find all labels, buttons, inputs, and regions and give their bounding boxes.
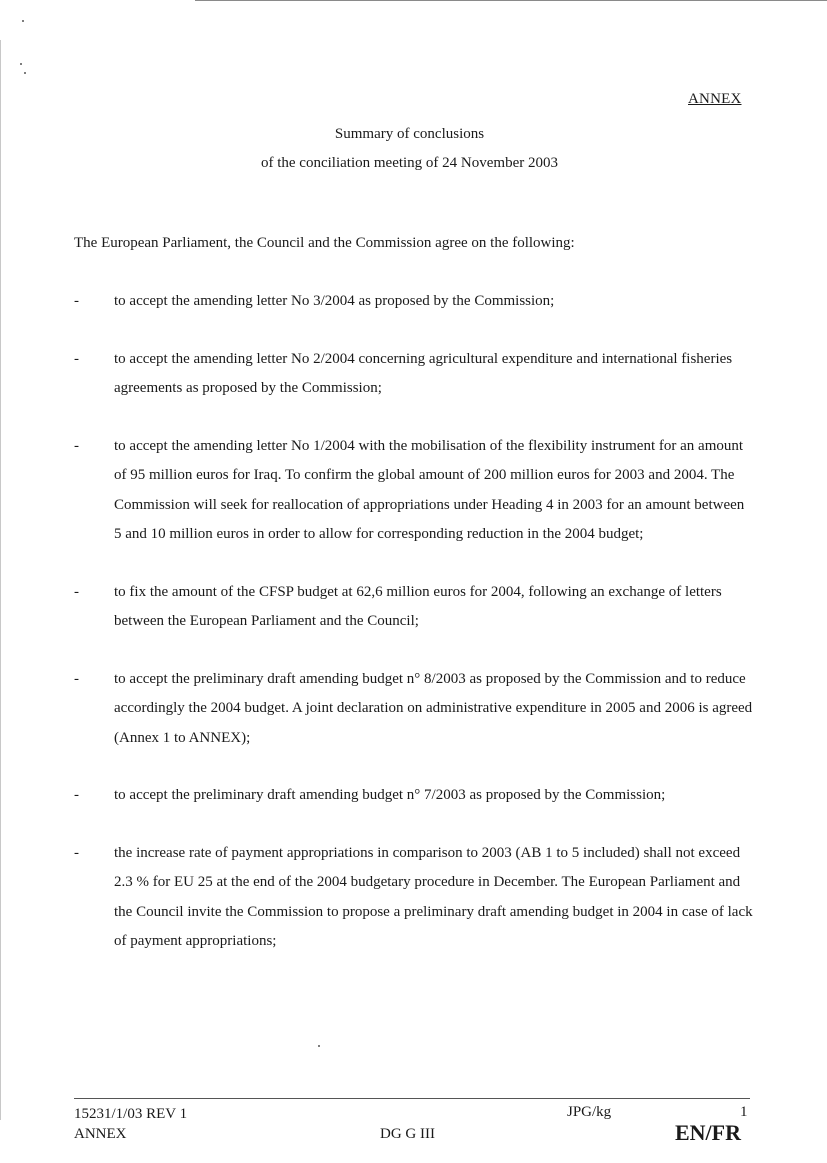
- list-item-text: to accept the amending letter No 1/2004 with the mobilisation of the flexibility instrument for an amount of 95 million euros for Iraq. To confirm the global amount of 200 million euros for 2003 and 2004. The Commission will seek for reallocation of appropriations under Heading 4 in 2003 for an amount between 5 and 10 million euros in order to allow for corresponding reduction in the 2004 budget;: [114, 437, 745, 542]
- conclusions-list: [74, 287, 754, 957]
- list-item-text: to accept the amending letter No 2/2004 concerning agricultural expenditure and international fisheries agreements as proposed by the Commission;: [114, 350, 733, 396]
- list-marker: -: [74, 787, 79, 803]
- list-spacer: [74, 404, 754, 432]
- list-spacer: [74, 637, 754, 665]
- annex-label: ANNEX: [688, 91, 742, 107]
- list-item: [74, 839, 754, 957]
- footer-annex-label: ANNEX: [74, 1126, 127, 1142]
- footer-document-reference: 15231/1/03 REV 1: [74, 1106, 188, 1122]
- list-item-text: to accept the amending letter No 3/2004 as proposed by the Commission;: [114, 293, 555, 309]
- scan-speck: [318, 1045, 320, 1047]
- list-item: [74, 345, 754, 404]
- footer-directorate: DG G III: [380, 1126, 435, 1142]
- list-item-text: to accept the preliminary draft amending budget n° 7/2003 as proposed by the Commission;: [114, 787, 666, 803]
- list-spacer: [74, 550, 754, 578]
- scan-left-edge: [0, 40, 1, 1120]
- scan-speck: [24, 72, 26, 74]
- list-item-text: to accept the preliminary draft amending budget n° 8/2003 as proposed by the Commission and to reduce accordingly the 2004 budget. A joint declaration on administrative expenditure in 2005 and 2006 is agreed (Annex 1 to ANNEX);: [114, 670, 753, 746]
- list-marker: -: [74, 844, 79, 861]
- list-spacer: [74, 753, 754, 781]
- list-item: [74, 287, 754, 317]
- list-item: [74, 578, 754, 637]
- list-marker: -: [74, 583, 79, 600]
- list-item: [74, 781, 754, 811]
- list-item: [74, 665, 754, 754]
- footer-page-number: 1: [740, 1104, 748, 1120]
- list-item-text: the increase rate of payment appropriations in comparison to 2003 (AB 1 to 5 included) shall not exceed 2.3 % for EU 25 at the end of the 2004 budgetary procedure in December. The European Parliament and the Council invite the Commission to propose a preliminary draft amending budget in 2004 in case of lack of payment appropriations;: [114, 844, 753, 949]
- footer-divider: [74, 1098, 750, 1099]
- list-item: [74, 432, 754, 550]
- list-spacer: [74, 811, 754, 839]
- title-line-2: of the conciliation meeting of 24 November 2003: [260, 155, 558, 171]
- list-marker: -: [74, 437, 79, 454]
- document-title: [0, 120, 827, 178]
- list-marker: -: [74, 670, 79, 687]
- list-spacer: [74, 317, 754, 345]
- footer-languages: EN/FR: [675, 1120, 741, 1145]
- scan-speck: [20, 63, 22, 65]
- list-item-text: to fix the amount of the CFSP budget at 62,6 million euros for 2004, following an exchange of letters between the European Parliament and the Council;: [114, 583, 722, 629]
- list-marker: -: [74, 350, 79, 367]
- scan-speck: [22, 20, 24, 22]
- footer-initials: JPG/kg: [567, 1104, 612, 1120]
- intro-paragraph: The European Parliament, the Council and the Commission agree on the following:: [74, 235, 575, 251]
- top-border-line: [195, 0, 827, 1]
- title-line-1: Summary of conclusions: [334, 126, 485, 142]
- list-marker: -: [74, 293, 79, 309]
